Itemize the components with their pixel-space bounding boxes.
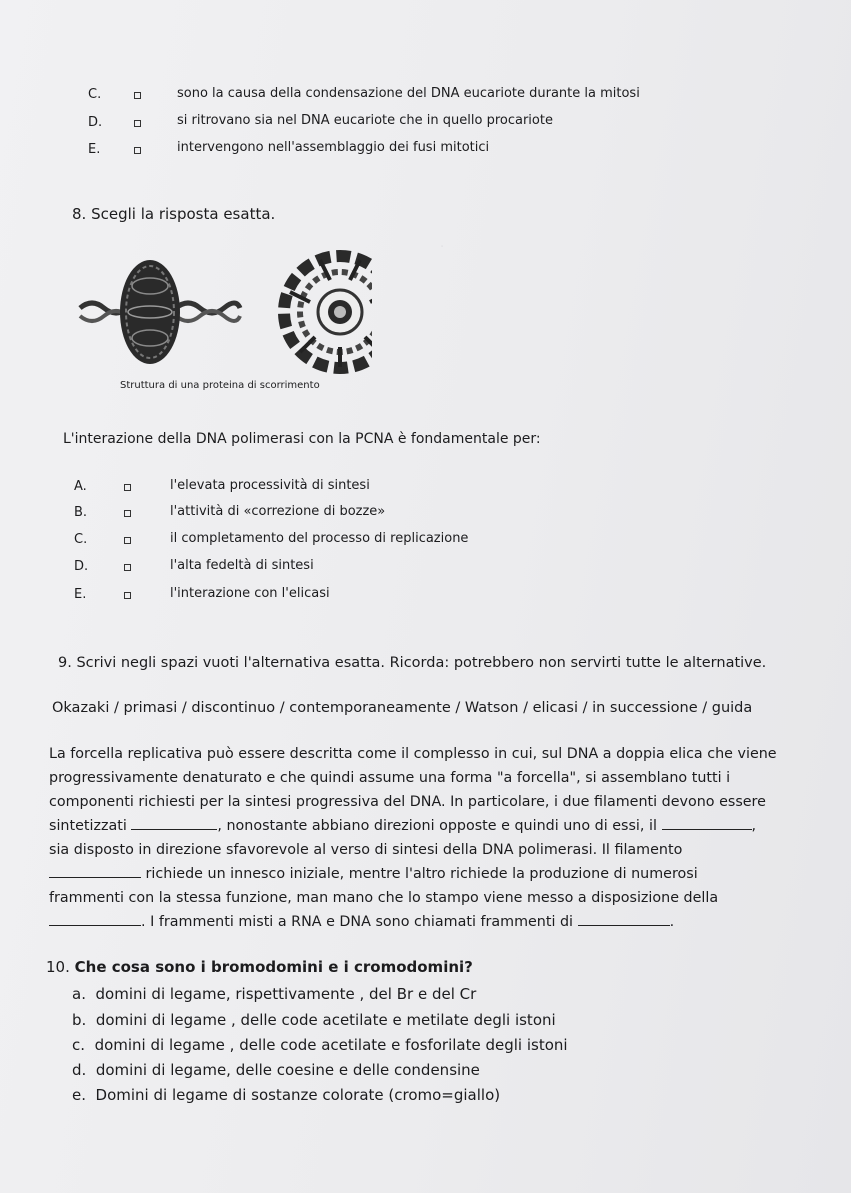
pcna-top-view-icon [284, 256, 372, 368]
blank-5[interactable] [578, 913, 670, 926]
q8-option-text: l'attività di «correzione di bozze» [170, 504, 386, 519]
answer-letter: b. [72, 1011, 87, 1029]
q8-option-letter: B. [74, 505, 88, 520]
q9-text: sintetizzati [49, 818, 127, 834]
q10-heading [46, 958, 473, 976]
q9-text: richiede un innesco iniziale, mentre l'altro richiede la produzione di numerosi [145, 866, 698, 882]
q9-line: La forcella replicativa può essere descritta come il complesso in cui, sul DNA a doppia elica che viene [49, 746, 777, 762]
show-through-text: · [440, 240, 445, 255]
q8-option-letter: C. [74, 532, 88, 547]
answer-text: Domini di legame di sostanze colorate (cromo=giallo) [95, 1086, 501, 1104]
figure-caption: Struttura di una proteina di scorrimento [120, 380, 320, 391]
q10-title: Che cosa sono i bromodomini e i cromodomini? [74, 958, 473, 976]
blank-2[interactable] [662, 817, 752, 830]
q10-answer [72, 1086, 500, 1104]
answer-text: domini di legame, rispettivamente , del Br e del Cr [95, 985, 477, 1003]
checkbox[interactable] [134, 120, 141, 127]
answer-letter: a. [72, 985, 86, 1003]
q10-answer [72, 1061, 480, 1079]
q9-text: , [751, 818, 757, 834]
q7-option-letter: C. [88, 87, 102, 102]
checkbox[interactable] [124, 510, 131, 517]
q9-line-with-blanks [49, 814, 756, 838]
answer-text: domini di legame, delle coesine e delle condensine [95, 1061, 480, 1079]
checkbox[interactable] [124, 592, 131, 599]
q9-line-with-blanks [49, 910, 674, 934]
q8-option-text: l'elevata processività di sintesi [170, 478, 370, 493]
answer-text: domini di legame , delle code acetilate e fosforilate degli istoni [94, 1036, 568, 1054]
q7-option-text: sono la causa della condensazione del DNA eucariote durante la mitosi [177, 86, 640, 101]
pcna-side-view-icon [80, 260, 240, 364]
checkbox[interactable] [134, 147, 141, 154]
q8-stem: L'interazione della DNA polimerasi con la PCNA è fondamentale per: [63, 431, 541, 447]
answer-text: domini di legame , delle code acetilate e metilate degli istoni [95, 1011, 556, 1029]
q7-option-letter: E. [88, 142, 101, 157]
q10-number: 10. [46, 958, 70, 976]
blank-3[interactable] [49, 865, 141, 878]
q8-option-text: l'alta fedeltà di sintesi [170, 558, 314, 573]
q8-option-text: il completamento del processo di replicazione [170, 531, 469, 546]
q9-choices: Okazaki / primasi / discontinuo / contemporaneamente / Watson / elicasi / in successione / guida [52, 700, 753, 716]
checkbox[interactable] [124, 484, 131, 491]
q9-text: . [669, 914, 675, 930]
q10-answer [72, 1036, 568, 1054]
q7-option-text: si ritrovano sia nel DNA eucariote che in quello procariote [177, 113, 553, 128]
q8-title: 8. Scegli la risposta esatta. [72, 205, 276, 223]
q9-line: sia disposto in direzione sfavorevole al verso di sintesi della DNA polimerasi. Il filamento [49, 842, 683, 858]
q10-answer [72, 985, 476, 1003]
q7-option-letter: D. [88, 115, 103, 130]
answer-letter: c. [72, 1036, 86, 1054]
q10-answer [72, 1011, 556, 1029]
q8-option-text: l'interazione con l'elicasi [170, 586, 330, 601]
q9-title: 9. Scrivi negli spazi vuoti l'alternativa esatta. Ricorda: potrebbero non servirti tutte le alternative. [58, 655, 767, 671]
q8-option-letter: E. [74, 587, 87, 602]
q9-line-with-blanks [49, 862, 698, 886]
q9-line: frammenti con la stessa funzione, man mano che lo stampo viene messo a disposizione della [49, 890, 719, 906]
answer-letter: d. [72, 1061, 87, 1079]
q8-option-letter: D. [74, 559, 89, 574]
q9-line: progressivamente denaturato e che quindi assume una forma "a forcella", si assemblano tutti i [49, 770, 731, 786]
q9-text: , nonostante abbiano direzioni opposte e quindi uno di essi, il [217, 818, 657, 834]
checkbox[interactable] [124, 564, 131, 571]
checkbox[interactable] [124, 537, 131, 544]
q7-option-text: intervengono nell'assemblaggio dei fusi mitotici [177, 140, 490, 155]
pcna-structure-figure [72, 246, 372, 386]
answer-letter: e. [72, 1086, 86, 1104]
checkbox[interactable] [134, 92, 141, 99]
blank-1[interactable] [131, 817, 217, 830]
q8-option-letter: A. [74, 479, 87, 494]
blank-4[interactable] [49, 913, 141, 926]
q9-line: componenti richiesti per la sintesi progressiva del DNA. In particolare, i due filamenti devono essere [49, 794, 766, 810]
q9-text: . I frammenti misti a RNA e DNA sono chiamati frammenti di [141, 914, 574, 930]
